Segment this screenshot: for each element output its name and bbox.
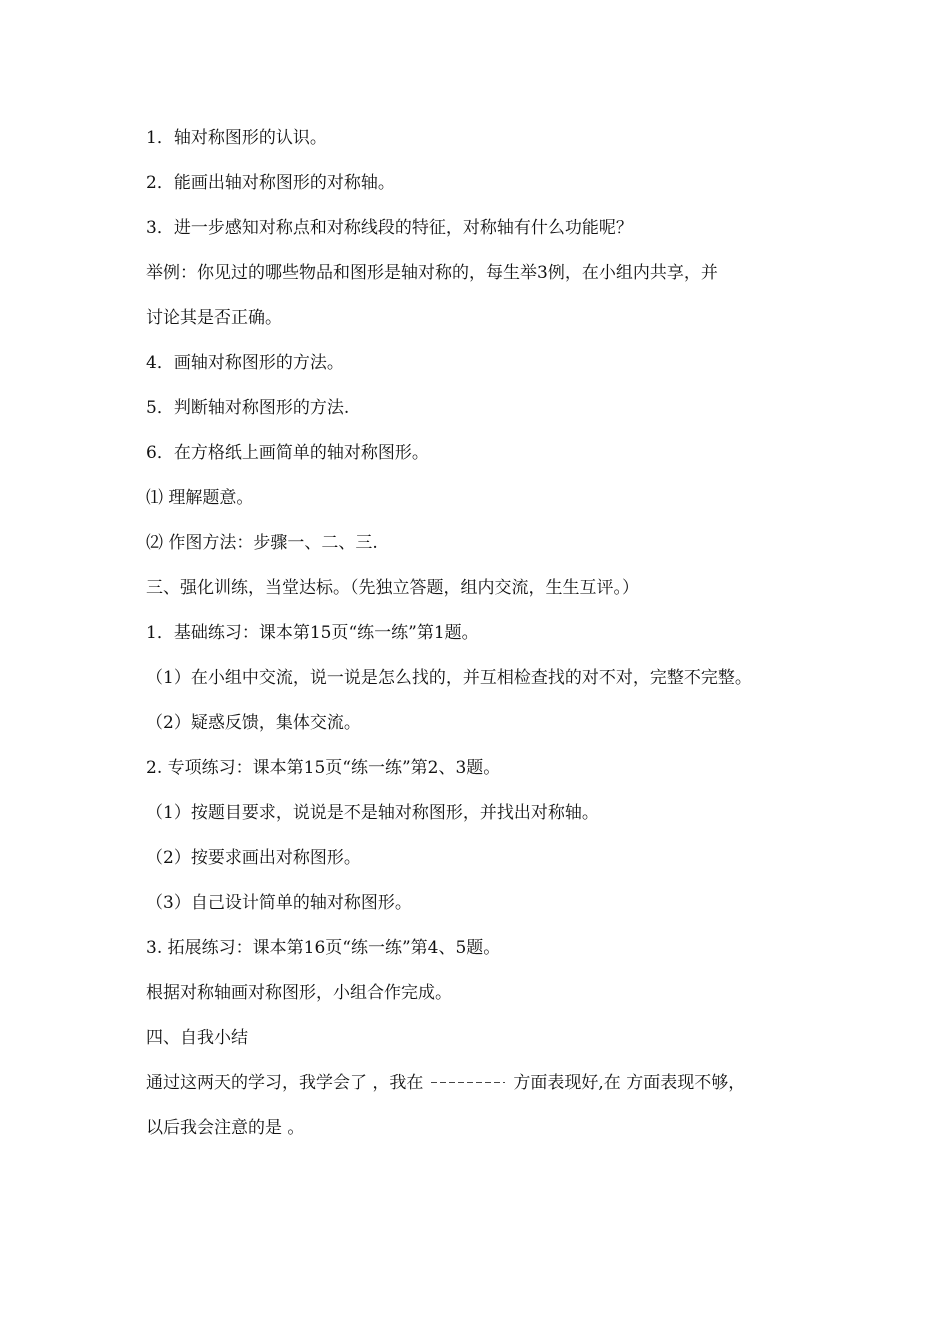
summary-text-part-2: 方面表现好,在 方面表现不够，: [513, 1073, 746, 1093]
example-line-1: 举例：你见过的哪些物品和图形是轴对称的，每生举3例，在小组内共享，并: [146, 263, 718, 283]
item-5: 5．判断轴对称图形的方法.: [146, 398, 350, 418]
summary-text-part-1: 通过这两天的学习，我学会了 ，我在: [146, 1073, 424, 1093]
item-3: 3．进一步感知对称点和对称线段的特征，对称轴有什么功能呢？: [146, 218, 633, 238]
example-line-2: 讨论其是否正确。: [146, 308, 282, 328]
special-practice-step-3: （3）自己设计简单的轴对称图形。: [146, 893, 412, 913]
extension-practice-note: 根据对称轴画对称图形，小组合作完成。: [146, 983, 452, 1003]
extension-practice: 3. 拓展练习：课本第16页“练一练”第4、5题。: [146, 938, 501, 958]
section-four-heading: 四、自我小结: [146, 1028, 248, 1048]
item-2: 2．能画出轴对称图形的对称轴。: [146, 173, 395, 193]
special-practice-step-2: （2）按要求画出对称图形。: [146, 848, 361, 868]
subitem-drawing-method: ⑵ 作图方法：步骤一、二、三.: [146, 533, 378, 553]
section-three-heading: 三、强化训练，当堂达标。（先独立答题，组内交流，生生互评。）: [146, 578, 639, 598]
item-1: 1．轴对称图形的认识。: [146, 128, 327, 148]
item-4: 4．画轴对称图形的方法。: [146, 353, 344, 373]
fill-in-blank: [431, 1079, 505, 1089]
subitem-understand: ⑴ 理解题意。: [146, 488, 254, 508]
summary-line-2: 以后我会注意的是 。: [146, 1118, 305, 1138]
special-practice: 2. 专项练习：课本第15页“练一练”第2、3题。: [146, 758, 501, 778]
basic-practice: 1．基础练习：课本第15页“练一练”第1题。: [146, 623, 479, 643]
basic-practice-step-1: （1）在小组中交流，说一说是怎么找的，并互相检查找的对不对，完整不完整。: [146, 668, 752, 688]
summary-line-1: [146, 1072, 745, 1094]
basic-practice-step-2: （2）疑惑反馈，集体交流。: [146, 713, 361, 733]
special-practice-step-1: （1）按题目要求，说说是不是轴对称图形，并找出对称轴。: [146, 803, 599, 823]
item-6: 6．在方格纸上画简单的轴对称图形。: [146, 443, 429, 463]
